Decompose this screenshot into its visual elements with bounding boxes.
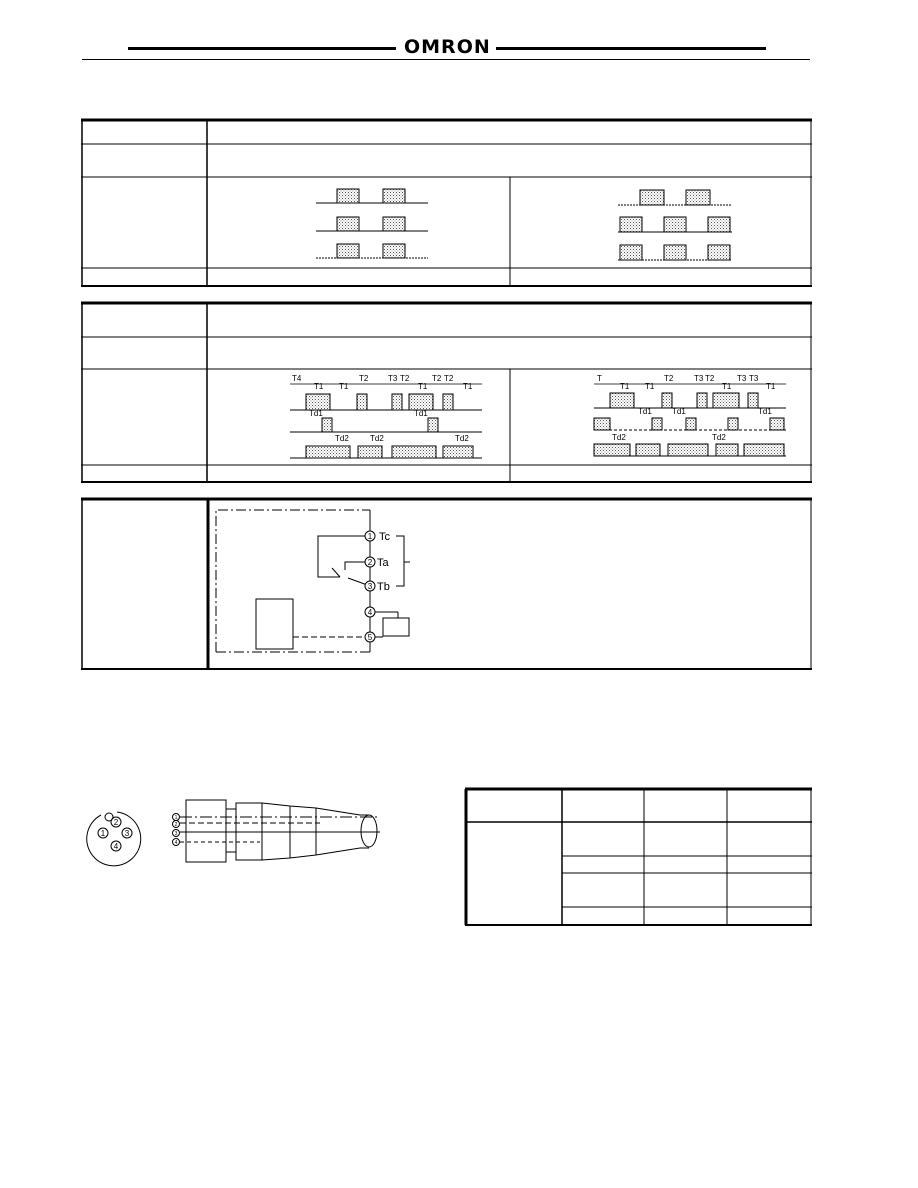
timing-diagram-right <box>594 384 786 456</box>
timing-diagram-left <box>290 384 482 458</box>
timing-label: Td1 <box>672 407 686 416</box>
timing-label: T1 <box>339 382 349 391</box>
terminal-label: 5 <box>367 633 373 642</box>
pin-label: 4 <box>113 842 119 851</box>
timing-label: T2 <box>400 374 410 383</box>
timing-label: T1 <box>463 382 473 391</box>
timing-label: T3 <box>694 374 704 383</box>
timing-label: T2 <box>359 374 369 383</box>
timing-label: T3 <box>749 374 759 383</box>
timing-label: T3 <box>388 374 398 383</box>
timing-label: T1 <box>722 382 732 391</box>
connector-side-view <box>173 800 381 862</box>
terminal-label: 4 <box>367 608 373 617</box>
timing-label: T2 <box>432 374 442 383</box>
brand-logo: OMRON <box>404 36 491 58</box>
pin-label: 3 <box>124 829 130 838</box>
waveform-right <box>618 190 732 260</box>
terminal-label: 2 <box>367 558 373 567</box>
bottom-table <box>465 789 812 925</box>
timing-label: T4 <box>292 374 302 383</box>
terminal-label: 3 <box>367 582 373 591</box>
timing-label: Td2 <box>712 433 726 442</box>
timing-label: Td1 <box>414 409 428 418</box>
timing-label: T2 <box>705 374 715 383</box>
timing-label: T1 <box>620 382 630 391</box>
contact-label: Tc <box>379 531 390 543</box>
timing-label: T1 <box>314 382 324 391</box>
timing-label: T2 <box>664 374 674 383</box>
pin-label: 2 <box>174 822 178 828</box>
timing-label: T2 <box>444 374 454 383</box>
wiring-contact-labels <box>377 531 391 593</box>
timing-label: Td2 <box>370 434 384 443</box>
timing-label: Td2 <box>335 434 349 443</box>
timing-label: Td1 <box>309 409 323 418</box>
cable-pin-labels <box>175 815 178 846</box>
connector-pin-labels <box>101 818 130 851</box>
terminal-label: 1 <box>367 532 373 541</box>
pin-label: 3 <box>174 831 178 837</box>
contact-label: Ta <box>377 557 389 569</box>
timing-label: Td1 <box>758 407 772 416</box>
timing-label: Td2 <box>612 433 626 442</box>
pin-label: 1 <box>100 829 106 838</box>
timing-label: T1 <box>766 382 776 391</box>
timing-label: T1 <box>418 382 428 391</box>
pin-label: 1 <box>174 815 178 821</box>
timing-label: Td1 <box>638 407 652 416</box>
timing-label: T3 <box>737 374 747 383</box>
timing-label: Td2 <box>455 434 469 443</box>
pin-label: 2 <box>113 818 119 827</box>
waveform-left <box>316 189 428 258</box>
timing-label: T <box>597 374 602 383</box>
contact-label: Tb <box>377 581 390 593</box>
timing-label: T1 <box>645 382 655 391</box>
pin-label: 4 <box>174 840 178 846</box>
